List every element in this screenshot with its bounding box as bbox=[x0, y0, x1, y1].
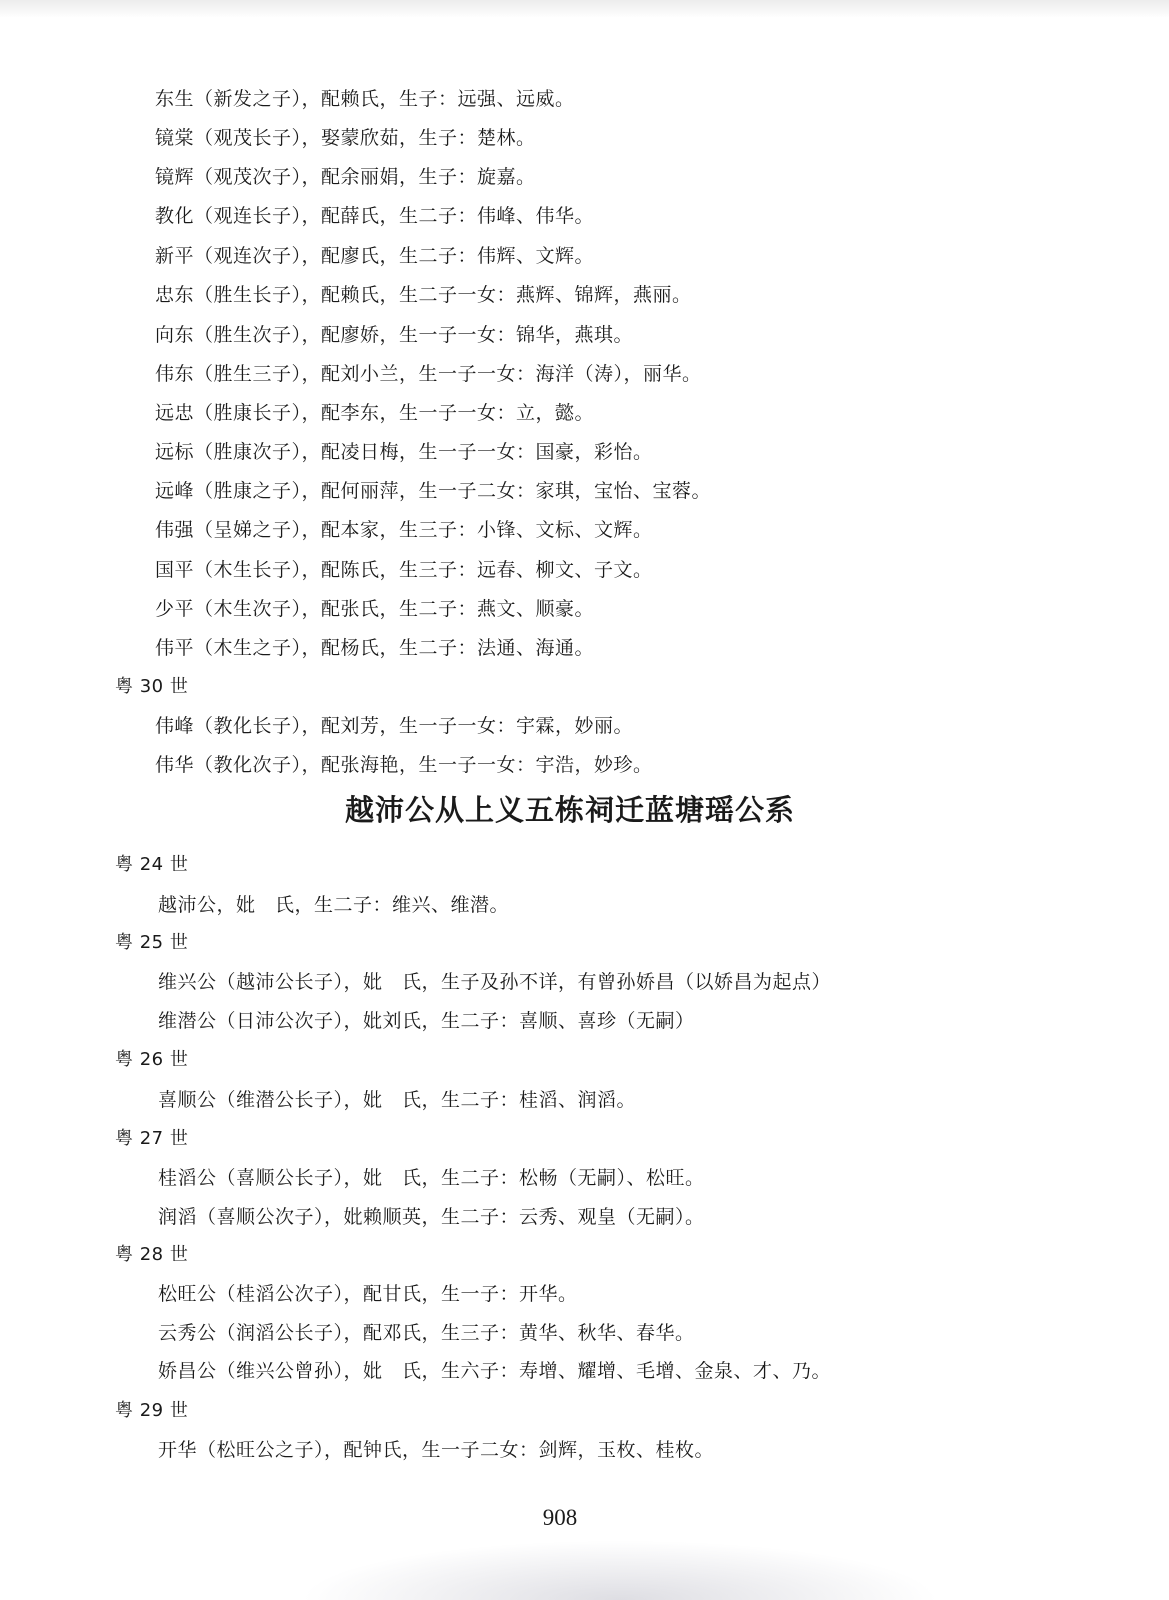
generation-heading: 粤 30 世 bbox=[115, 676, 189, 697]
genealogy-entry: 喜顺公（维潜公长子），妣 氏，生二子：桂滔、润滔。 bbox=[158, 1089, 637, 1111]
generation-heading: 粤 24 世 bbox=[115, 854, 189, 875]
genealogy-entry: 伟平（木生之子），配杨氏，生二子：法通、海通。 bbox=[155, 637, 595, 659]
genealogy-entry: 伟强（呈娣之子），配本家，生三子：小锋、文标、文辉。 bbox=[155, 519, 653, 541]
genealogy-entry: 伟峰（教化长子），配刘芳，生一子一女：宇霖，妙丽。 bbox=[155, 715, 634, 737]
genealogy-entry: 桂滔公（喜顺公长子），妣 氏，生二子：松畅（无嗣）、松旺。 bbox=[158, 1167, 705, 1189]
genealogy-entry: 云秀公（润滔公长子），配邓氏，生三子：黄华、秋华、春华。 bbox=[158, 1322, 695, 1344]
scan-bottom-shadow bbox=[300, 1540, 940, 1600]
genealogy-entry: 开华（松旺公之子），配钟氏，生一子二女：剑辉，玉枚、桂枚。 bbox=[158, 1439, 715, 1461]
genealogy-entry: 向东（胜生次子），配廖娇，生一子一女：锦华，燕琪。 bbox=[155, 324, 634, 346]
genealogy-entry: 伟华（教化次子），配张海艳，生一子一女：宇浩，妙珍。 bbox=[155, 754, 653, 776]
genealogy-entry: 伟东（胜生三子），配刘小兰，生一子一女：海洋（涛），丽华。 bbox=[155, 363, 702, 385]
genealogy-entry: 教化（观连长子），配薛氏，生二子：伟峰、伟华。 bbox=[155, 205, 595, 227]
genealogy-entry: 新平（观连次子），配廖氏，生二子：伟辉、文辉。 bbox=[155, 245, 595, 267]
generation-heading: 粤 29 世 bbox=[115, 1400, 189, 1421]
genealogy-entry: 镜辉（观茂次子），配余丽娟，生子：旋嘉。 bbox=[155, 166, 536, 188]
generation-heading: 粤 26 世 bbox=[115, 1049, 189, 1070]
generation-heading: 粤 25 世 bbox=[115, 932, 189, 953]
genealogy-entry: 远忠（胜康长子），配李东，生一子一女：立，懿。 bbox=[155, 402, 595, 424]
section-title: 越沛公从上义五栋祠迁蓝塘瑶公系 bbox=[344, 793, 795, 827]
genealogy-entry: 忠东（胜生长子），配赖氏，生二子一女：燕辉、锦辉，燕丽。 bbox=[155, 284, 692, 306]
genealogy-entry: 镜棠（观茂长子），娶蒙欣茹，生子：楚林。 bbox=[155, 127, 536, 149]
scan-top-shadow bbox=[0, 0, 1169, 18]
genealogy-entry: 越沛公，妣 氏，生二子：维兴、维潜。 bbox=[158, 894, 510, 916]
page-number: 908 bbox=[542, 1505, 578, 1530]
genealogy-entry: 东生（新发之子），配赖氏，生子：远强、远威。 bbox=[155, 88, 575, 110]
generation-heading: 粤 27 世 bbox=[115, 1128, 189, 1149]
genealogy-entry: 国平（木生长子），配陈氏，生三子：远春、柳文、子文。 bbox=[155, 559, 653, 581]
genealogy-entry: 润滔（喜顺公次子），妣赖顺英，生二子：云秀、观皇（无嗣）。 bbox=[158, 1206, 705, 1228]
genealogy-entry: 娇昌公（维兴公曾孙），妣 氏，生六子：寿增、耀增、毛增、金泉、才、乃。 bbox=[158, 1360, 832, 1382]
genealogy-entry: 维兴公（越沛公长子），妣 氏，生子及孙不详，有曾孙娇昌（以娇昌为起点） bbox=[158, 971, 832, 993]
genealogy-entry: 少平（木生次子），配张氏，生二子：燕文、顺豪。 bbox=[155, 598, 595, 620]
genealogy-entry: 远标（胜康次子），配凌日梅，生一子一女：国豪，彩怡。 bbox=[155, 441, 653, 463]
generation-heading: 粤 28 世 bbox=[115, 1244, 189, 1265]
genealogy-entry: 松旺公（桂滔公次子），配甘氏，生一子：开华。 bbox=[158, 1283, 578, 1305]
genealogy-entry: 维潜公（日沛公次子），妣刘氏，生二子：喜顺、喜珍（无嗣） bbox=[158, 1010, 695, 1032]
genealogy-entry: 远峰（胜康之子），配何丽萍，生一子二女：家琪，宝怡、宝蓉。 bbox=[155, 480, 712, 502]
